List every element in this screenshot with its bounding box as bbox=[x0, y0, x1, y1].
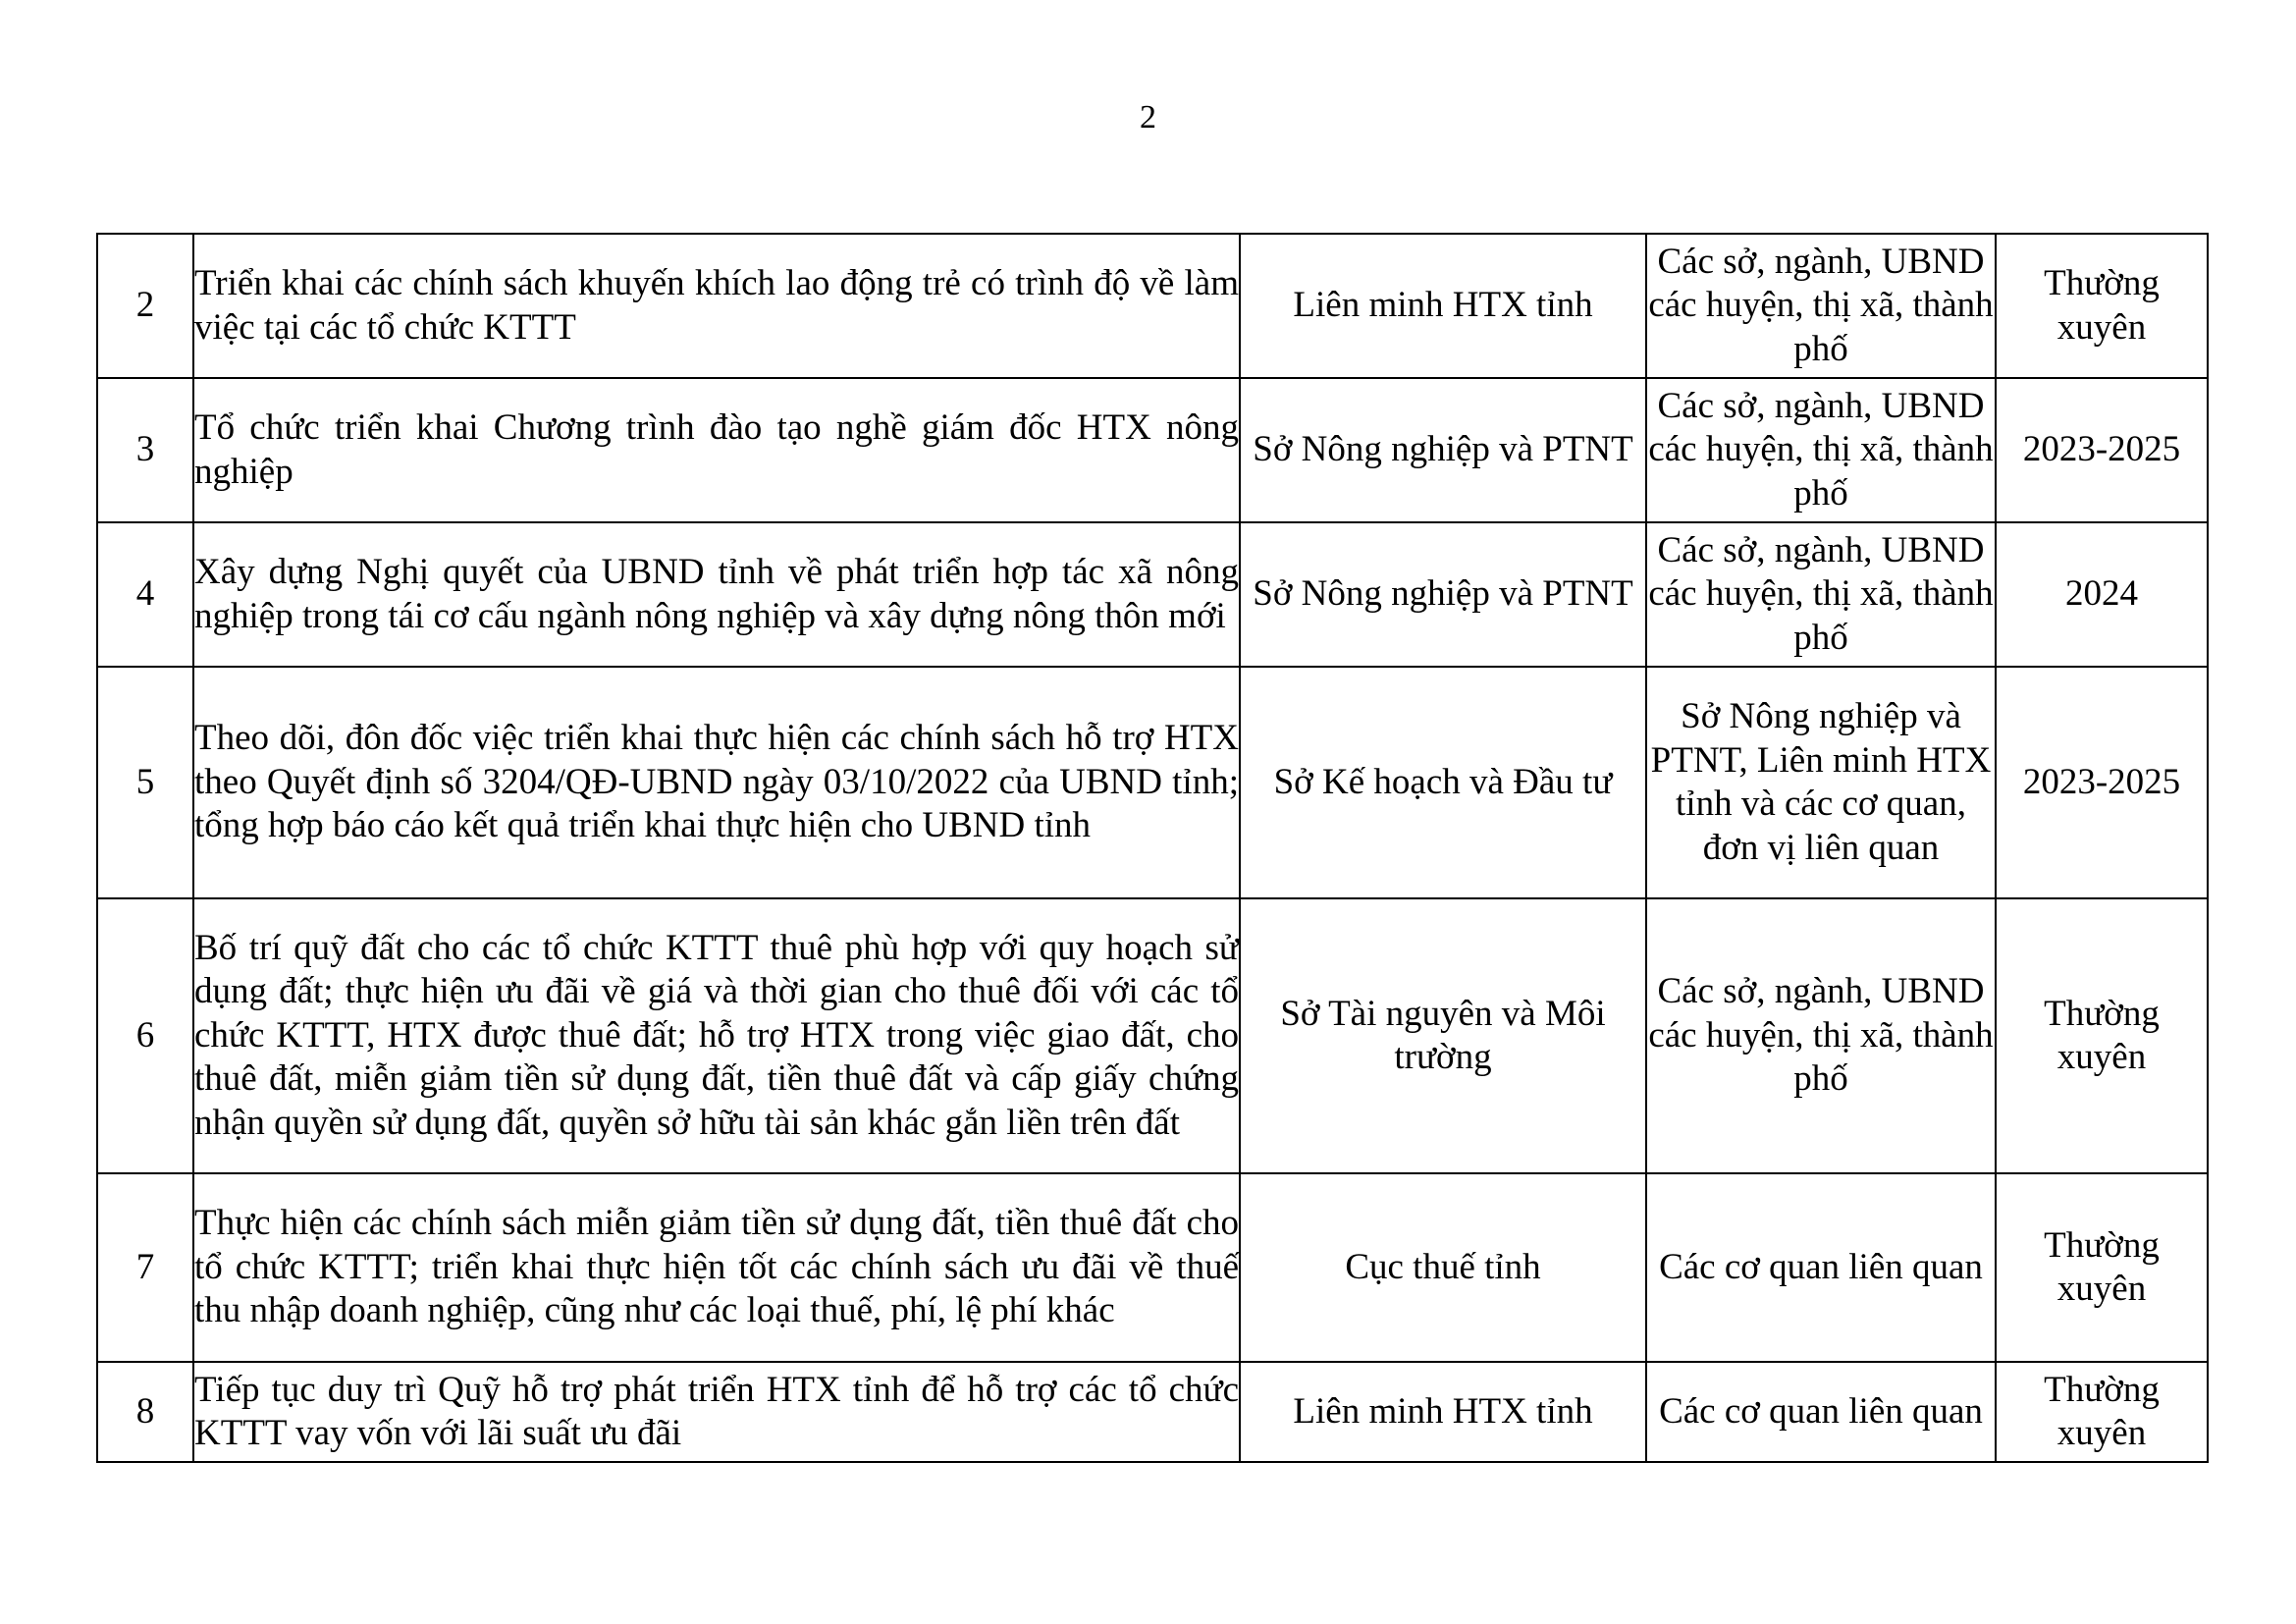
table-row bbox=[97, 898, 2208, 1173]
lead-agency: Sở Nông nghiệp và PTNT bbox=[1240, 378, 1646, 522]
implementation-time: Thường xuyên bbox=[1996, 1362, 2208, 1462]
page-number: 2 bbox=[1140, 99, 1156, 135]
coordinating-agencies: Các sở, ngành, UBND các huyện, thị xã, thành phố bbox=[1646, 522, 1996, 667]
implementation-time: Thường xuyên bbox=[1996, 898, 2208, 1173]
table-row bbox=[97, 522, 2208, 667]
coordinating-agencies: Các sở, ngành, UBND các huyện, thị xã, thành phố bbox=[1646, 898, 1996, 1173]
implementation-time: 2023-2025 bbox=[1996, 667, 2208, 898]
coordinating-agencies: Các sở, ngành, UBND các huyện, thị xã, thành phố bbox=[1646, 234, 1996, 378]
coordinating-agencies: Các cơ quan liên quan bbox=[1646, 1362, 1996, 1462]
coordinating-agencies: Các sở, ngành, UBND các huyện, thị xã, thành phố bbox=[1646, 378, 1996, 522]
implementation-time: 2024 bbox=[1996, 522, 2208, 667]
lead-agency: Sở Kế hoạch và Đầu tư bbox=[1240, 667, 1646, 898]
table-row bbox=[97, 378, 2208, 522]
row-number: 7 bbox=[97, 1173, 193, 1362]
implementation-time: Thường xuyên bbox=[1996, 234, 2208, 378]
table-row bbox=[97, 1362, 2208, 1462]
row-number: 4 bbox=[97, 522, 193, 667]
task-description: Bố trí quỹ đất cho các tổ chức KTTT thuê phù hợp với quy hoạch sử dụng đất; thực hiện ưu đãi về giá và thời gian cho thuê đối với các tổ chức KTTT, HTX được thuê đất; hỗ trợ HTX trong việc giao đất, cho thuê đất, miễn giảm tiền sử dụng đất, tiền thuê đất và cấp giấy chứng nhận quyền sử dụng đất, quyền sở hữu tài sản khác gắn liền trên đất bbox=[194, 927, 1239, 1143]
task-description: Theo dõi, đôn đốc việc triển khai thực hiện các chính sách hỗ trợ HTX theo Quyết định số 3204/QĐ-UBND ngày 03/10/2022 của UBND tỉnh; tổng hợp báo cáo kết quả triển khai thực hiện cho UBND tỉnh bbox=[194, 718, 1239, 846]
lead-agency: Sở Nông nghiệp và PTNT bbox=[1240, 522, 1646, 667]
row-number: 3 bbox=[97, 378, 193, 522]
implementation-time: 2023-2025 bbox=[1996, 378, 2208, 522]
lead-agency: Liên minh HTX tỉnh bbox=[1240, 1362, 1646, 1462]
task-description: Tổ chức triển khai Chương trình đào tạo nghề giám đốc HTX nông nghiệp bbox=[194, 407, 1239, 492]
row-number: 5 bbox=[97, 667, 193, 898]
lead-agency: Cục thuế tỉnh bbox=[1240, 1173, 1646, 1362]
lead-agency: Sở Tài nguyên và Môi trường bbox=[1240, 898, 1646, 1173]
implementation-time: Thường xuyên bbox=[1996, 1173, 2208, 1362]
row-number: 8 bbox=[97, 1362, 193, 1462]
task-description: Triển khai các chính sách khuyến khích lao động trẻ có trình độ về làm việc tại các tổ chức KTTT bbox=[194, 263, 1239, 348]
task-description: Xây dựng Nghị quyết của UBND tỉnh về phát triển hợp tác xã nông nghiệp trong tái cơ cấu ngành nông nghiệp và xây dựng nông thôn mới bbox=[194, 552, 1239, 636]
task-description: Thực hiện các chính sách miễn giảm tiền sử dụng đất, tiền thuê đất cho tổ chức KTTT; triển khai thực hiện tốt các chính sách ưu đãi về thuế thu nhập doanh nghiệp, cũng như các loại thuế, phí, lệ phí khác bbox=[194, 1203, 1239, 1331]
row-number: 6 bbox=[97, 898, 193, 1173]
lead-agency: Liên minh HTX tỉnh bbox=[1240, 234, 1646, 378]
task-description: Tiếp tục duy trì Quỹ hỗ trợ phát triển HTX tỉnh để hỗ trợ các tổ chức KTTT vay vốn với lãi suất ưu đãi bbox=[194, 1369, 1239, 1453]
table-row bbox=[97, 1173, 2208, 1362]
coordinating-agencies: Các cơ quan liên quan bbox=[1646, 1173, 1996, 1362]
row-number: 2 bbox=[97, 234, 193, 378]
table-row bbox=[97, 667, 2208, 898]
table-row bbox=[97, 234, 2208, 378]
coordinating-agencies: Sở Nông nghiệp và PTNT, Liên minh HTX tỉnh và các cơ quan, đơn vị liên quan bbox=[1646, 667, 1996, 898]
task-table bbox=[96, 233, 2209, 1463]
